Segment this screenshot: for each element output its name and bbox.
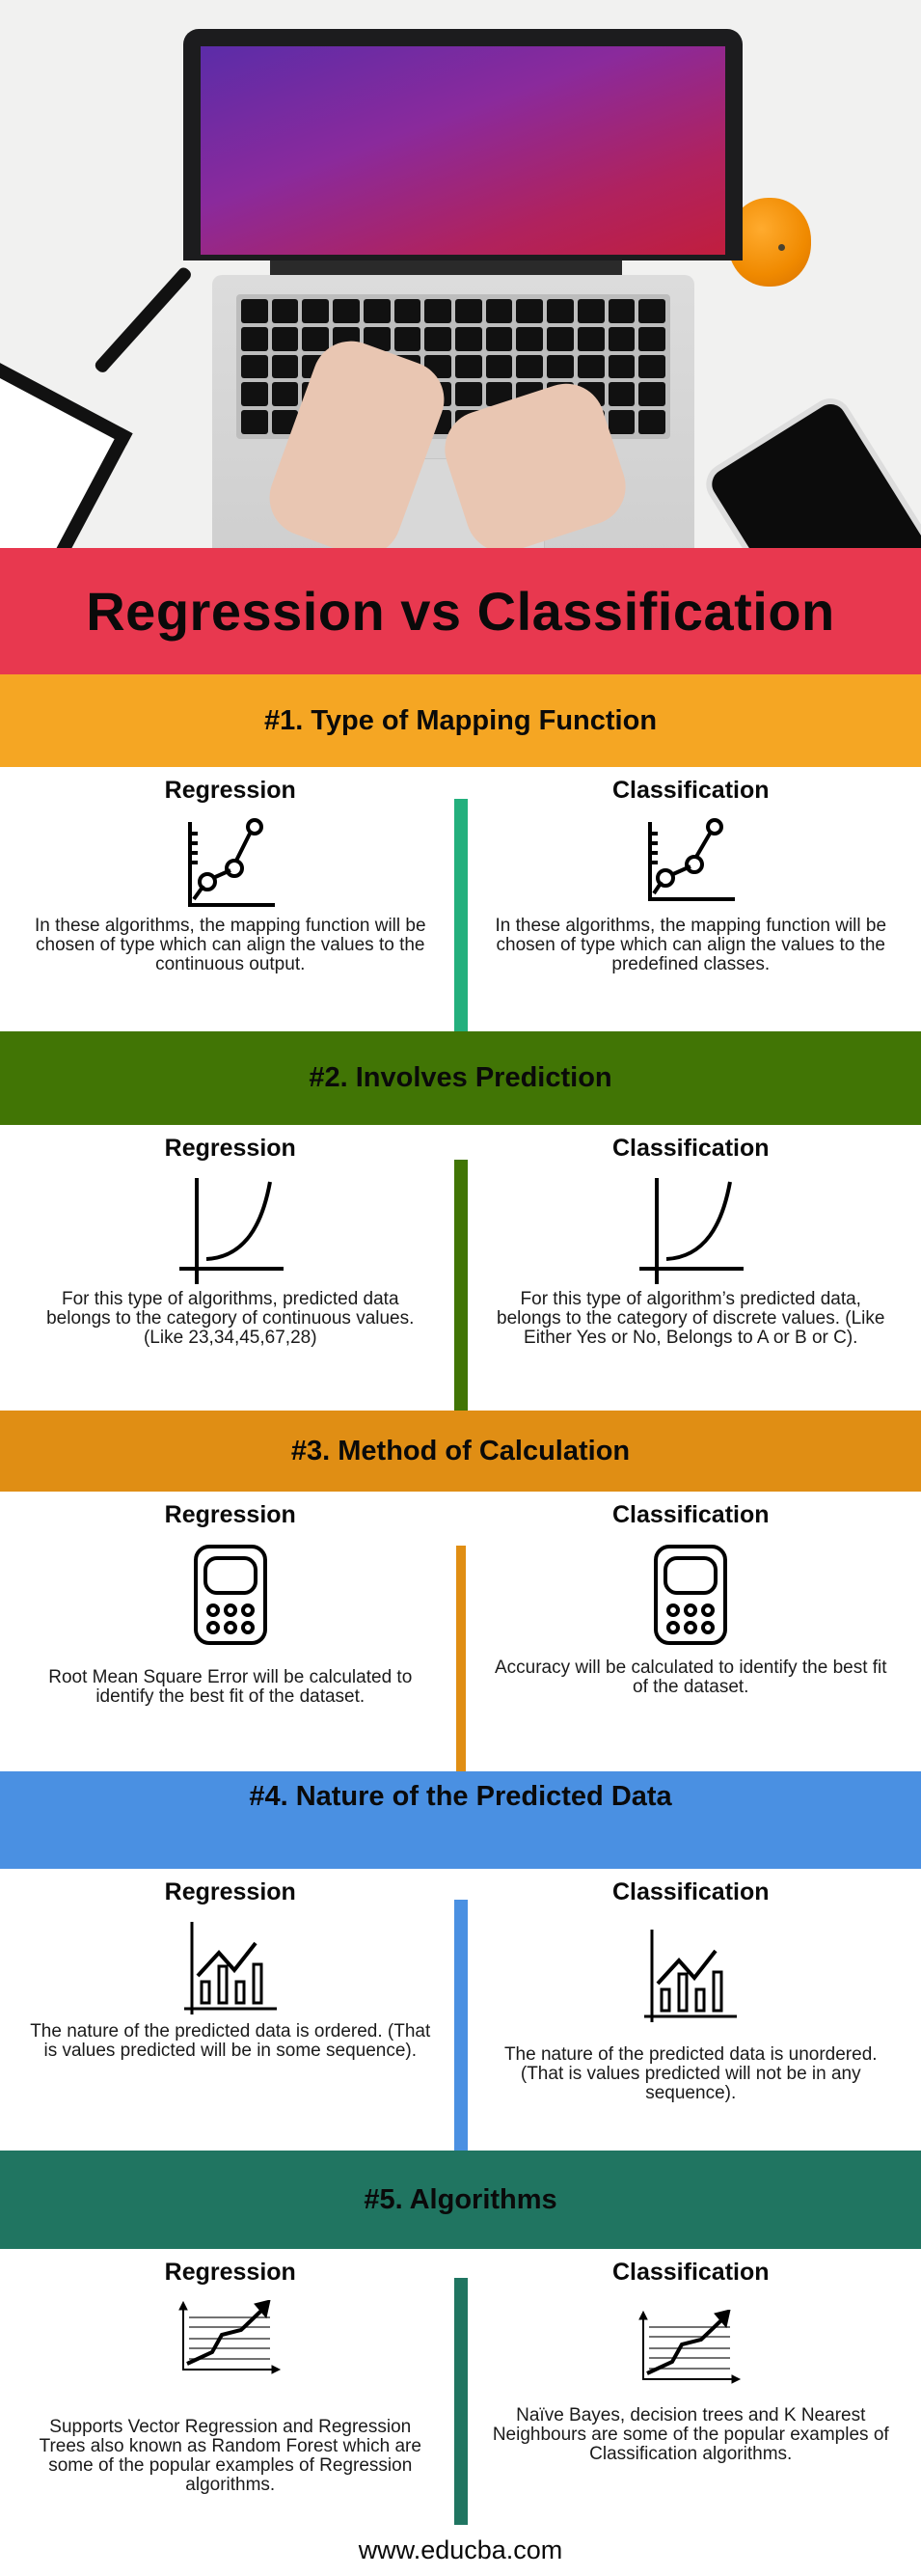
description-text: The nature of the predicted data is unordered. (That is values predicted will not be in any sequence). [461,2045,921,2103]
column-heading: Classification [612,777,770,805]
description-text: Supports Vector Regression and Regression Trees also known as Random Forest which are some of the popular examples of Regression algorithms. [0,2418,461,2495]
column-heading: Classification [612,1135,770,1163]
laptop-screen [183,29,743,260]
column-heading: Classification [612,2259,770,2287]
bar-line-chart-icon [182,1920,279,2016]
footer [0,2525,921,2576]
description-text: In these algorithms, the mapping function will be chosen of type which can align the values to the predefined classes. [461,917,921,974]
description-text: Accuracy will be calculated to identify the best fit of the dataset. [461,1658,921,1697]
description-text: For this type of algorithm’s predicted data, belongs to the category of discrete values. (Like Either Yes or No, Belongs to A or B or C). [461,1290,921,1348]
bar-line-chart-icon [642,1928,739,2024]
regression-column [0,2249,461,2525]
column-divider [456,1546,466,1771]
column-divider [454,799,468,1031]
trend-arrow-chart-icon [637,2310,744,2387]
column-divider [454,1900,468,2151]
section-5-comparison [0,2249,921,2525]
section-1-comparison [0,767,921,1031]
column-divider [454,2278,468,2525]
column-heading: Regression [165,1501,296,1529]
column-divider [454,1160,468,1411]
section-4-header [0,1771,921,1869]
page-title: Regression vs Classification [86,580,835,643]
section-heading: #2. Involves Prediction [309,1062,611,1094]
column-heading: Classification [612,1878,770,1906]
description-text: For this type of algorithms, predicted data belongs to the category of continuous values. (Like 23,34,45,67,28) [0,1290,461,1348]
section-2-comparison [0,1125,921,1411]
section-4-comparison [0,1869,921,2151]
section-heading: #1. Type of Mapping Function [264,705,657,737]
classification-column [461,1125,921,1411]
column-heading: Regression [165,2259,296,2287]
calculator-icon [652,1543,729,1647]
regression-column [0,767,461,1031]
section-heading: #5. Algorithms [364,2184,556,2216]
regression-column [0,1125,461,1411]
notebook-illustration [0,361,133,548]
column-heading: Regression [165,1135,296,1163]
section-3-header [0,1411,921,1492]
title-banner [0,548,921,674]
pen-illustration [93,265,193,374]
description-text: The nature of the predicted data is ordered. (That is values predicted will be in some sequence). [0,2022,461,2061]
description-text: In these algorithms, the mapping function will be chosen of type which can align the values to the continuous output. [0,917,461,974]
exponential-curve-icon [177,1176,284,1284]
description-text: Root Mean Square Error will be calculated to identify the best fit of the dataset. [0,1668,461,1707]
trend-arrow-chart-icon [177,2300,284,2377]
column-heading: Regression [165,1878,296,1906]
smartphone-illustration [698,391,921,548]
classification-column [461,767,921,1031]
regression-column [0,1492,461,1771]
section-heading: #4. Nature of the Predicted Data [249,1781,671,1813]
description-text: Naïve Bayes, decision trees and K Nearest Neighbours are some of the popular examples of Classification algorithms. [461,2406,921,2464]
section-1-header [0,674,921,767]
classification-column [461,1869,921,2151]
exponential-curve-icon [637,1176,744,1284]
classification-column [461,1492,921,1771]
column-heading: Regression [165,777,296,805]
section-3-comparison [0,1492,921,1771]
section-heading: #3. Method of Calculation [291,1436,630,1467]
section-2-header [0,1031,921,1125]
classification-column [461,2249,921,2525]
line-chart-points-icon [182,818,279,911]
footer-url[interactable]: www.educba.com [359,2535,563,2565]
hero-photo [0,0,921,548]
calculator-icon [192,1543,269,1647]
regression-column [0,1869,461,2151]
column-heading: Classification [612,1501,770,1529]
line-chart-points-icon [642,818,739,911]
section-5-header [0,2151,921,2249]
